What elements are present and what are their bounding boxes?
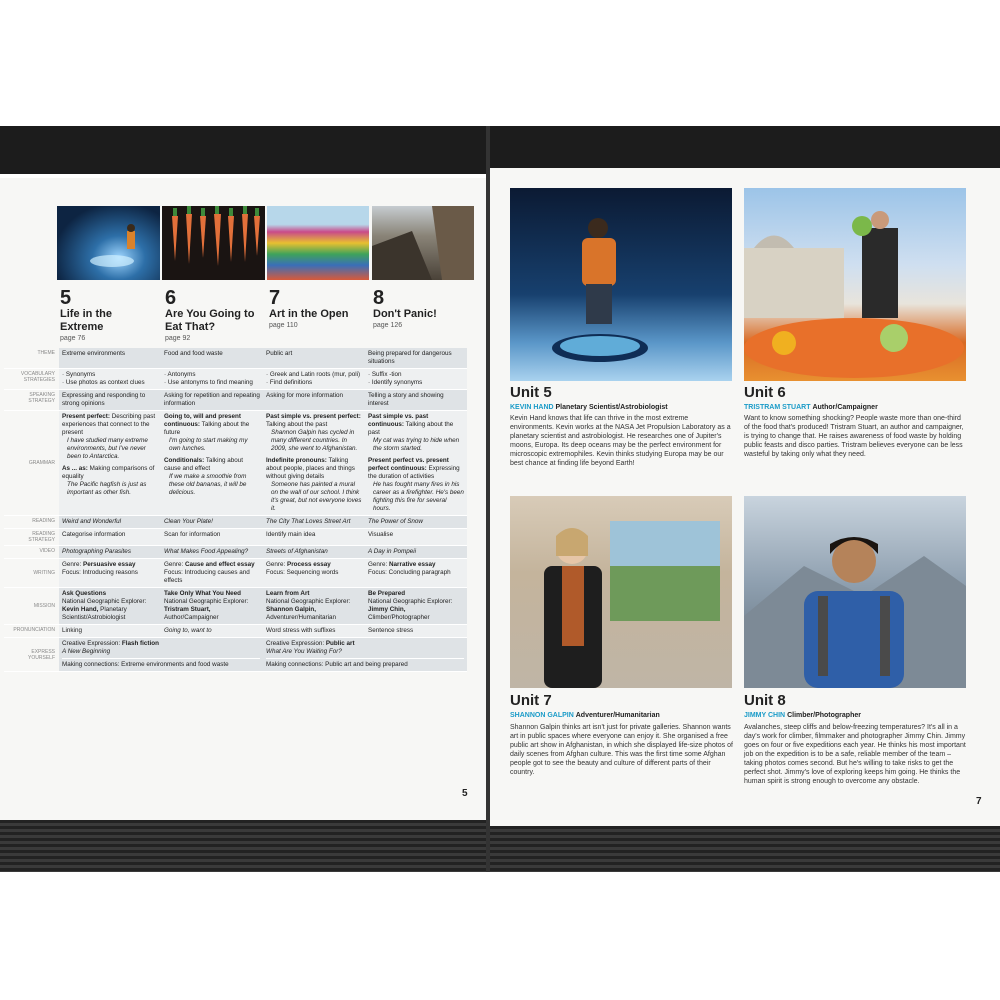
unit-number: 8	[373, 287, 385, 309]
table-cell	[59, 369, 161, 390]
explorers-page	[490, 168, 1000, 826]
unit-number: 6	[165, 287, 177, 309]
row-reading	[4, 516, 467, 529]
top-scan-band	[0, 126, 1000, 174]
explorer-name: SHANNON GALPIN	[510, 712, 574, 719]
explorer-label: National Geographic Explorer:	[164, 598, 249, 605]
unit-title: Are You Going to	[165, 308, 255, 320]
explorer-name: TRISTRAM STUART	[744, 404, 811, 411]
unit-page-ref: page 76	[60, 335, 86, 342]
creative-title: A New Beginning	[62, 648, 111, 655]
unit-header-7	[269, 288, 348, 329]
explorer-description: Kevin Hand knows that life can thrive in the most extreme environments. Kevin works at the NASA Jet Propulsion Laboratory as a planetary scientist and astrobiologist. He researches one of Jupiter's moons, Europa. Its deep oceans may be the perfect environment for microscopic extremophiles. Kevin thinks studying Europa may be our best chance at finding life beyond Earth!	[510, 415, 731, 467]
creative-label: Creative Expression:	[266, 640, 326, 647]
mission-title: Learn from Art	[266, 590, 310, 597]
unit-number: 7	[269, 287, 281, 309]
jimmy-chin-photo	[744, 496, 966, 688]
table-cell	[263, 369, 365, 390]
grammar-point: Present perfect:	[62, 413, 110, 420]
reading-title: The City That Loves Street Art	[266, 518, 351, 525]
creative-label: Creative Expression:	[62, 640, 122, 647]
unit8-thumbnail	[372, 206, 474, 280]
table-cell: Asking for repetition and repeating information	[161, 390, 263, 411]
unit-header-8	[373, 288, 437, 329]
kevin-hand-photo	[510, 188, 732, 381]
video-title: Photographing Parasites	[62, 548, 131, 555]
row-label: VOCABULARY STRATEGIES	[4, 369, 59, 390]
writing-focus: Focus: Sequencing words	[266, 569, 339, 576]
unit-number: 5	[60, 287, 72, 309]
grammar-example: Shannon Galpin has cycled in many different countries. In 2009, she went to Afghanistan.	[271, 429, 358, 452]
table-cell	[59, 559, 161, 588]
genre: Cause and effect essay	[185, 561, 255, 568]
writing-focus: Focus: Concluding paragraph	[368, 569, 451, 576]
table-cell: Identify main idea	[263, 529, 365, 546]
row-reading-strategy	[4, 529, 467, 546]
video-title: Streets of Afghanistan	[266, 548, 328, 555]
table-cell	[365, 559, 467, 588]
row-pronunciation	[4, 625, 467, 638]
table-cell: Expressing and responding to strong opinions	[59, 390, 161, 411]
table-cell: Word stress with suffixes	[263, 625, 365, 638]
grammar-point: Present perfect vs. present perfect continuous:	[368, 457, 449, 472]
row-grammar	[4, 411, 467, 516]
explorer-role: Adventurer/Humanitarian	[575, 712, 660, 719]
page-number: 7	[976, 796, 982, 807]
video-title: What Makes Food Appealing?	[164, 548, 249, 555]
ice-hole-illustration	[57, 206, 160, 280]
genre: Narrative essay	[389, 561, 436, 568]
table-cell	[263, 559, 365, 588]
contents-page	[0, 178, 486, 820]
explorer-role: Climber/Photographer	[787, 712, 861, 719]
row-video	[4, 546, 467, 559]
unit-page-ref: page 110	[269, 322, 298, 329]
explorer-role: Author/Campaigner	[164, 614, 219, 621]
grammar-example: I have studied many extreme environments, but I've never been to Antarctica.	[67, 437, 148, 460]
table-cell	[161, 411, 263, 516]
unit-title: Art in the Open	[269, 308, 349, 320]
row-writing	[4, 559, 467, 588]
table-cell	[263, 546, 365, 559]
grammar-desc: Talking about the past	[266, 421, 328, 428]
list-item: · Greek and Latin roots (mur, poli)	[266, 371, 361, 378]
mission-title: Be Prepared	[368, 590, 406, 597]
creative-type: Public art	[325, 640, 355, 647]
table-cell: Being prepared for dangerous situations	[365, 348, 467, 369]
grammar-desc: Making comparisons of equality	[62, 465, 155, 480]
row-theme	[4, 348, 467, 369]
list-item: · Use photos as context clues	[62, 379, 145, 386]
unit-title: Life in the	[60, 308, 112, 320]
row-mission	[4, 588, 467, 625]
row-label: PRONUNCIATION	[4, 625, 59, 638]
table-cell: Categorise information	[59, 529, 161, 546]
unit-label: Unit 6	[744, 384, 786, 401]
grammar-point: Going to, will and present continuous:	[164, 413, 241, 428]
creative-type: Flash fiction	[121, 640, 159, 647]
grammar-point: Indefinite pronouns:	[266, 457, 327, 464]
table-cell	[365, 516, 467, 529]
genre-label: Genre:	[266, 561, 287, 568]
table-cell: Extreme environments	[59, 348, 161, 369]
pronunciation-item: Going to, want to	[164, 627, 212, 634]
table-cell: Food and food waste	[161, 348, 263, 369]
making-connections: Making connections: Extreme environments and food waste	[62, 658, 260, 669]
explorer-label: National Geographic Explorer:	[368, 598, 453, 605]
row-label: MISSION	[4, 588, 59, 625]
row-label: THEME	[4, 348, 59, 369]
explorer-name: Kevin Hand,	[62, 606, 99, 613]
grammar-example: Someone has painted a mural on the wall of our school. I think it's great, but not everyone loves it.	[271, 481, 362, 512]
shannon-galpin-photo	[510, 496, 732, 688]
table-cell: Scan for information	[161, 529, 263, 546]
table-cell: Visualise	[365, 529, 467, 546]
table-cell: Telling a story and showing interest	[365, 390, 467, 411]
table-cell	[263, 638, 467, 672]
unit-header-5	[60, 288, 112, 342]
grammar-point: Past simple vs. present perfect:	[266, 413, 361, 420]
row-label: GRAMMAR	[4, 411, 59, 516]
list-item: · Use antonyms to find meaning	[164, 379, 253, 386]
list-item: · Identify synonyms	[368, 379, 423, 386]
explorer-name: Tristram Stuart,	[164, 606, 211, 613]
grammar-example: I'm going to start making my own lunches.	[169, 437, 248, 452]
row-label: SPEAKING STRATEGY	[4, 390, 59, 411]
unit-label: Unit 8	[744, 692, 786, 709]
unit-label: Unit 7	[510, 692, 552, 709]
explorer-caption	[510, 404, 668, 411]
explorer-caption	[744, 712, 861, 719]
food-stall-illustration	[744, 188, 966, 381]
explorer-caption	[510, 712, 660, 719]
explorer-caption	[744, 404, 878, 411]
table-cell	[365, 369, 467, 390]
explorer-name: JIMMY CHIN	[744, 712, 786, 719]
explorer-name: KEVIN HAND	[510, 404, 554, 411]
table-cell	[161, 369, 263, 390]
grammar-point: Past simple vs. past continuous:	[368, 413, 429, 428]
row-express-yourself	[4, 638, 467, 672]
unit7-thumbnail	[267, 206, 369, 280]
making-connections: Making connections: Public art and being prepared	[266, 658, 464, 669]
list-item: · Suffix -tion	[368, 371, 402, 378]
grammar-example: He has fought many fires in his career as a firefighter. He's been fighting this fire for several hours.	[373, 481, 464, 512]
video-title: A Day in Pompeii	[368, 548, 417, 555]
grammar-desc: Talking about people, places and things without giving details	[266, 457, 355, 480]
table-cell	[161, 546, 263, 559]
grammar-desc: Talking about the past	[368, 421, 454, 436]
row-speaking	[4, 390, 467, 411]
table-cell	[263, 411, 365, 516]
explorer-role: Planetary Scientist/Astrobiologist	[555, 404, 668, 411]
explorer-role: Climber/Photographer	[368, 614, 430, 621]
page-number: 5	[462, 788, 468, 799]
grammar-desc: Describing past experiences that connect to the present	[62, 413, 156, 436]
reading-title: Clean Your Plate!	[164, 518, 213, 525]
grammar-desc: Expressing the duration of activities	[368, 465, 460, 480]
explorer-description: Avalanches, steep cliffs and below-freezing temperatures? It's all in a day's work for climber, filmmaker and photographer Jimmy Chin. Jimmy goes on four or five expeditions each year. He thinks his most important job on the expedition is to be a safe, reliable member of the team – taking photos comes second. But he's willing to take risks to get the perfect shot. Jimmy's love of exploring keeps him going. He thinks the human spirit is strong enough to overcome any obstacle.	[744, 724, 966, 785]
unit-title: Eat That?	[165, 321, 216, 333]
table-cell: Sentence stress	[365, 625, 467, 638]
grammar-example: If we make a smoothie from these old bananas, it will be delicious.	[169, 473, 247, 496]
mission-title: Take Only What You Need	[164, 590, 241, 597]
row-vocabulary	[4, 369, 467, 390]
genre: Process essay	[287, 561, 331, 568]
table-cell	[161, 559, 263, 588]
explorer-role: Author/Campaigner	[812, 404, 878, 411]
table-cell	[59, 638, 263, 672]
unit-page-ref: page 92	[165, 335, 191, 342]
unit-page-ref: page 126	[373, 322, 403, 329]
unit5-thumbnail	[57, 206, 160, 280]
art-exhibit-illustration	[510, 496, 732, 688]
table-cell	[365, 588, 467, 625]
table-cell	[59, 546, 161, 559]
list-item: · Find definitions	[266, 379, 313, 386]
explorer-label: National Geographic Explorer:	[266, 598, 351, 605]
cliff-path-illustration	[372, 206, 474, 280]
table-cell	[365, 546, 467, 559]
genre: Persuasive essay	[83, 561, 136, 568]
row-label: VIDEO	[4, 546, 59, 559]
contents-table	[4, 348, 467, 672]
unit-title: Extreme	[60, 321, 104, 333]
unit-label: Unit 5	[510, 384, 552, 401]
table-cell	[59, 516, 161, 529]
explorer-label: National Geographic Explorer:	[62, 598, 147, 605]
row-label: WRITING	[4, 559, 59, 588]
table-cell	[59, 411, 161, 516]
tristram-stuart-photo	[744, 188, 966, 381]
writing-focus: Focus: Introducing reasons	[62, 569, 138, 576]
grammar-example: The Pacific hagfish is just as important as other fish.	[67, 481, 147, 496]
table-cell	[161, 516, 263, 529]
reading-title: Weird and Wonderful	[62, 518, 122, 525]
table-cell	[365, 411, 467, 516]
explorer-name: Jimmy Chin,	[368, 606, 406, 613]
explorer-description: Shannon Galpin thinks art isn't just for private galleries. Shannon wants art in public spaces where everyone can enjoy it. She organised a free public art show in Afghanistan, in which she displayed life-size photos of daily scenes from Afghan culture. This was the first time some Afghan people got to see the beauty and culture of different parts of their country.	[510, 724, 733, 776]
genre-label: Genre:	[368, 561, 389, 568]
grammar-desc: Talking about the future	[164, 421, 250, 436]
table-cell	[59, 588, 161, 625]
explorer-name: Shannon Galpin,	[266, 606, 317, 613]
table-cell: Linking	[59, 625, 161, 638]
grammar-example: My cat was trying to hide when the storm started.	[373, 437, 460, 452]
explorer-on-ice-illustration	[510, 188, 732, 381]
grammar-point: As ... as:	[62, 465, 88, 472]
carrots-illustration	[162, 206, 265, 280]
writing-focus: Focus: Introducing causes and effects	[164, 569, 250, 584]
table-cell: Public art	[263, 348, 365, 369]
row-label: READING STRATEGY	[4, 529, 59, 546]
list-item: · Antonyms	[164, 371, 196, 378]
row-label: READING	[4, 516, 59, 529]
unit6-thumbnail	[162, 206, 265, 280]
grammar-desc: Talking about cause and effect	[164, 457, 243, 472]
table-cell	[263, 516, 365, 529]
mission-title: Ask Questions	[62, 590, 107, 597]
unit-header-6	[165, 288, 254, 342]
row-label: EXPRESS YOURSELF	[4, 638, 59, 672]
table-cell	[161, 625, 263, 638]
bottom-scan-band	[0, 820, 1000, 872]
reading-title: The Power of Snow	[368, 518, 423, 525]
list-item: · Synonyms	[62, 371, 96, 378]
grammar-point: Conditionals:	[164, 457, 205, 464]
genre-label: Genre:	[62, 561, 83, 568]
table-cell	[161, 588, 263, 625]
table-cell	[263, 588, 365, 625]
creative-title: What Are You Waiting For?	[266, 648, 342, 655]
unit-title: Don't Panic!	[373, 308, 437, 320]
explorer-role: Adventurer/Humanitarian	[266, 614, 337, 621]
climber-portrait-illustration	[744, 496, 966, 688]
explorer-role: Planetary Scientist/Astrobiologist	[62, 606, 127, 621]
genre-label: Genre:	[164, 561, 185, 568]
table-cell: Asking for more information	[263, 390, 365, 411]
explorer-description: Want to know something shocking? People waste more than one-third of the food that's produced! Tristram Stuart, an author and campaigner, is trying to change that. He raises awareness of food waste by holding public feasts and disco parties. Tristram believes everyone can be less wasteful by taking only what they need.	[744, 415, 964, 458]
